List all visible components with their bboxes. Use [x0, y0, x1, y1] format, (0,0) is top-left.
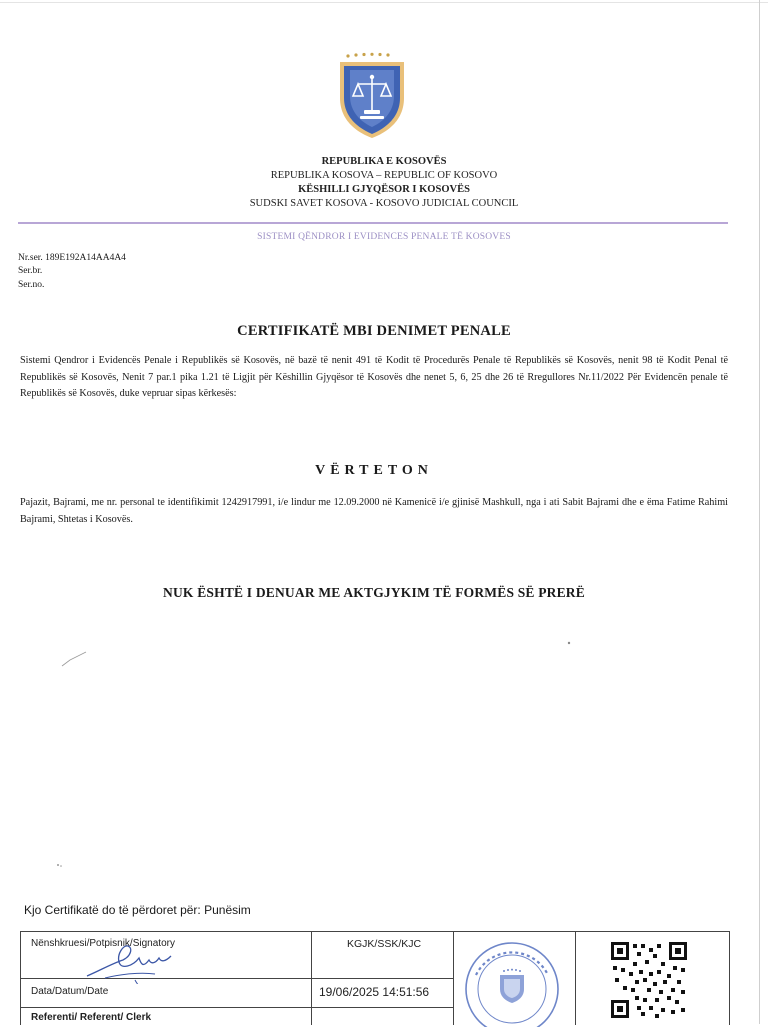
- signature-table: [20, 931, 730, 1025]
- system-title: SISTEMI QËNDROR I EVIDENCES PENALE TË KOSOVES: [257, 232, 511, 242]
- header-republic-albanian: REPUBLIKA E KOSOVËS: [321, 156, 447, 167]
- serial-label-english: Ser.no.: [18, 280, 45, 290]
- issuer-code: KGJK/SSK/KJC: [347, 938, 422, 950]
- serial-number: Nr.ser. 189E192A14AA4A4: [18, 253, 126, 263]
- qr-code-icon: [609, 940, 689, 1020]
- table-divider-2: [453, 932, 454, 1025]
- date-value: 19/06/2025 14:51:56: [319, 985, 430, 999]
- person-details-paragraph: Pajazit, Bajrami, me nr. personal te identifikimit 1242917991, i/e lindur me 12.09.2000 në Kamenicë i/e gjinisë Mashkull, nga i ati Sabit Bajrami dhe e ëma Fatime Rahimi Bajrami, Shtetas i Kosovës.: [20, 497, 728, 525]
- verdict-statement: NUK ËSHTË I DENUAR ME AKTGJYKIM TË FORMËS SË PRERË: [163, 585, 585, 600]
- certificate-purpose: Kjo Certifikatë do të përdoret për: Punësim: [24, 903, 251, 917]
- header-council-serbian-english: SUDSKI SAVET KOSOVA - KOSOVO JUDICIAL COUNCIL: [249, 198, 519, 209]
- header-council-albanian: KËSHILLI GJYQËSOR I KOSOVËS: [298, 184, 470, 195]
- referent-label: Referenti/ Referent/ Clerk: [31, 1012, 152, 1023]
- signature-image: [81, 934, 191, 984]
- official-stamp-icon: [458, 935, 566, 1027]
- table-row-divider-2: [21, 1007, 453, 1008]
- table-divider-3: [575, 932, 576, 1025]
- header-republic-serbian-english: REPUBLIKA KOSOVA – REPUBLIC OF KOSOVO: [270, 170, 498, 181]
- certificate-title: CERTIFIKATË MBI DENIMET PENALE: [237, 323, 511, 339]
- date-label: Data/Datum/Date: [31, 986, 109, 997]
- serial-label-serbian: Ser.br.: [18, 266, 43, 276]
- legal-basis-paragraph: Sistemi Qendror i Evidencës Penale i Republikës së Kosovës, në bazë të nenit 491 të Kodit të Procedurës Penale të Republikës së Kosovës, nenit 98 të Kodit Penal të Republikës së Kosovës, Nenit 7 par.1 pika 1.21 të Ligjit për Këshillin Gjyqësor të Kosovës dhe nenet 5, 6, 25 dhe 26 të Rregullores Nr.11/2022 Për Evidencën penale të Republikës së Kosovës, duke vepruar sipas kërkesës:: [20, 355, 728, 399]
- signatory-label: Nënshkruesi/Potpisnik/Signatory: [31, 938, 175, 949]
- verteton-heading: VËRTETON: [315, 463, 433, 478]
